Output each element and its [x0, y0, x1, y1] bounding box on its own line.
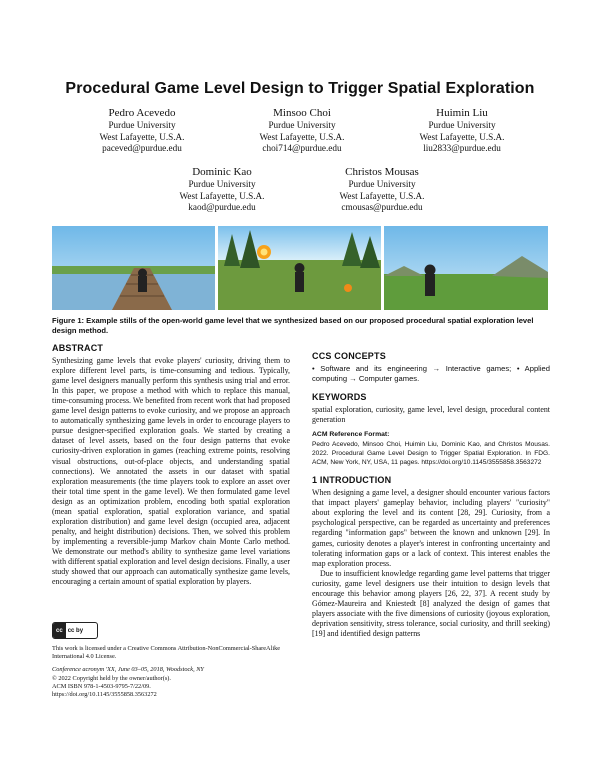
doi-link[interactable]: https://doi.org/10.1145/3555858.3563272: [52, 691, 157, 699]
author-name: Christos Mousas: [345, 166, 419, 178]
author-affiliation: Purdue University: [268, 120, 336, 130]
abstract-heading: ABSTRACT: [52, 343, 104, 353]
author-location: West Lafayette, U.S.A.: [339, 190, 425, 201]
abstract-text: Synthesizing game levels that evoke players' curiosity, driving them to explore different level parts, is time-consuming and tedious. Typically, game level designers manually perform this synthesis using trial and error. In this paper, we propose a method with which to replace this manual, time-consuming process. We benefited from recent work that had proposed game level design patterns to evoke curiosity, and we propose an approach to automatically synthesizing game levels in order to encourage players to pursue designer-specified exploration goals. We started by creating a dataset of level assets, based on the four design patterns that evoke curiosity-driven exploration in games (reaching extreme points, resolving visual obstructions, out-of-place objects, and understanding spatial connections). We annotated the assets in our dataset with spatial exploration measurements (the time players took to explore an asset over their total time spent in the game level). We then formulated game level design as an optimization problem, encoding both spatial exploration (mean spatial exploration, spatial exploration variance, and spatial exploration distribution) and game level design (occupied area, adjacent penalty, and height distribution) decisions. Then, we solved this problem by implementing a reversible-jump Markov chain Monte Carlo method. We demonstrate our method's ability to synthesize game level variations with different spatial exploration and level design decisions. Finally, a user study showed that our approach can automatically synthesize game levels, encouraging a certain amount of spatial exploration by players.: [52, 356, 290, 587]
ccs-text: • Software and its engineering → Interactive games; • Applied computing → Computer games.: [312, 364, 550, 384]
copyright-line: © 2022 Copyright held by the owner/author(s).: [52, 674, 171, 682]
reference-format-text: Pedro Acevedo, Minsoo Choi, Huimin Liu, Dominic Kao, and Christos Mousas. 2022. Procedural Game Level Design to Trigger Spatial Exploration. In FDG. ACM, New York, NY, USA, 11 pages. https://doi.org/10.1145/3555858.3563272: [312, 441, 550, 467]
author-affiliation: Purdue University: [108, 120, 176, 130]
author-block: [382, 106, 542, 155]
license-text: This work is licensed under a Creative Commons Attribution-NonCommercial-ShareAlike International 4.0 License.: [52, 645, 281, 661]
author-location: West Lafayette, U.S.A.: [419, 131, 505, 142]
author-block: [302, 165, 462, 214]
author-affiliation: Purdue University: [428, 120, 496, 130]
left-column: [52, 343, 290, 587]
author-email: kaod@purdue.edu: [188, 202, 256, 212]
isbn-line: ACM ISBN 978-1-4503-9795-7/22/09.: [52, 682, 151, 690]
paper-title: Procedural Game Level Design to Trigger Spatial Exploration: [65, 80, 535, 97]
author-location: West Lafayette, U.S.A.: [179, 190, 265, 201]
keywords-heading: KEYWORDS: [312, 392, 367, 403]
author-location: West Lafayette, U.S.A.: [259, 131, 345, 142]
author-name: Dominic Kao: [192, 166, 252, 178]
introduction-heading: 1 INTRODUCTION: [312, 475, 392, 486]
game-still-forest-fire: [218, 226, 381, 310]
license-block: [52, 622, 290, 699]
author-name: Huimin Liu: [436, 107, 488, 119]
author-email: cmousas@purdue.edu: [341, 202, 423, 212]
author-affiliation: Purdue University: [348, 179, 416, 189]
author-block: [222, 106, 382, 155]
figure-caption: Figure 1: Example stills of the open-world game level that we synthesized based on our proposed procedural spatial exploration level design method.: [52, 316, 534, 335]
creative-commons-icon: cc cc by: [52, 622, 98, 639]
author-location: West Lafayette, U.S.A.: [99, 131, 185, 142]
conference-line: Conference acronym 'XX, June 03–05, 2018, Woodstock, NY: [52, 666, 204, 674]
intro-paragraph: Due to insufficient knowledge regarding game level patterns that trigger curiosity, game level designers use their intuition to design levels that encourage this behavior among players [26, 22, 37]. A recent study by Gómez-Maureira and Kniestedt [8] analyzed the design of games that players associate with the five dimensions of curiosity (joyous exploration, deprivation sensitivity, stress tolerance, social curiosity, and thrill seeking) [19] and identified design patterns: [312, 568, 550, 638]
author-email: liu2833@purdue.edu: [423, 143, 501, 153]
author-email: paceved@purdue.edu: [102, 143, 182, 153]
author-name: Pedro Acevedo: [108, 107, 176, 119]
license-badge-label: cc by: [67, 627, 84, 634]
author-block: [62, 106, 222, 155]
ccs-heading: CCS CONCEPTS: [312, 351, 386, 361]
author-email: choi714@purdue.edu: [262, 143, 342, 153]
author-affiliation: Purdue University: [188, 179, 256, 189]
author-name: Minsoo Choi: [273, 107, 331, 119]
teaser-figure: [52, 226, 548, 310]
author-block: [142, 165, 302, 214]
intro-paragraph: When designing a game level, a designer should encounter various factors that impact players' gameplay behavior, including players' "curiosity" about exploring the level and its content [28, 29]. Curiosity, from a psychological perspective, can be regarded as uncertainty and preferences regarding "information gaps" between the known and unknown [29]. In games, curiosity denotes a player's interest in confronting uncertainty and tolerating information gaps or a lack of context. This interest enables the map exploration process.: [312, 488, 550, 568]
right-column: [312, 343, 550, 639]
game-still-dock: [52, 226, 215, 310]
game-still-grassland: [384, 226, 548, 310]
keywords-text: spatial exploration, curiosity, game level, level design, procedural content generation: [312, 405, 550, 425]
conference-info: [52, 666, 290, 699]
reference-format-heading: ACM Reference Format:: [312, 431, 390, 439]
